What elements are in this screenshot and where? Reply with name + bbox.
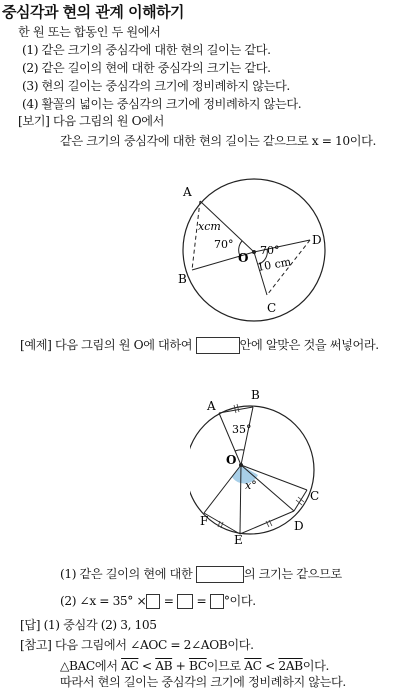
question-2-part-b: =	[163, 594, 174, 608]
answer-text: (1) 중심각 (2) 3, 105	[43, 618, 157, 632]
segment-ac-2: $\overline{AC}$	[244, 659, 262, 673]
point-d-label: D	[312, 233, 322, 247]
segment-ac: $\overline{AC}$	[121, 659, 139, 673]
reference-line-1	[20, 636, 254, 653]
question-1-before: (1) 같은 길이의 현에 대한	[60, 567, 193, 581]
question-2-blank-1	[146, 594, 160, 609]
reference-l2-b: 이므로	[206, 659, 241, 673]
angle-x-label: x°	[245, 479, 257, 492]
property-item-3: (3) 현의 길이는 중심각의 크기에 정비례하지 않는다.	[22, 79, 290, 93]
segment-bc: $\overline{BC}$	[188, 659, 207, 673]
segment-2ab: 2AB	[278, 659, 303, 673]
bogi-heading	[18, 112, 164, 129]
point-f-label: F	[200, 514, 209, 528]
point-c-label: C	[310, 489, 320, 503]
yeje-heading	[20, 336, 379, 354]
segment-ab: $\overline{AB}$	[155, 659, 173, 673]
less-than-1: <	[141, 659, 152, 673]
answer-blank-box	[196, 337, 240, 354]
angle-35-label: 35°	[232, 423, 252, 436]
point-b-label: B	[251, 388, 260, 402]
reference-label: [참고]	[20, 638, 52, 652]
point-c-label: C	[267, 301, 277, 315]
point-a-label: A	[183, 185, 192, 199]
plus-sign: +	[175, 659, 186, 673]
answer-line	[20, 616, 157, 633]
point-e-label: E	[234, 533, 243, 545]
reference-l2-c: 이다.	[302, 659, 329, 673]
bogi-explanation: 같은 크기의 중심각에 대한 현의 길이는 같으므로 x = 10이다.	[60, 134, 376, 148]
question-2-part-c: °이다.	[223, 594, 256, 608]
question-2-part-a: (2) ∠x = 35° ×	[60, 594, 147, 608]
yeje-text-after: 안에 알맞은 것을 써넣어라.	[239, 338, 379, 352]
point-a-label: A	[207, 399, 216, 413]
center-o-label: O	[238, 251, 249, 265]
circle-o	[190, 406, 314, 534]
angle-cod-label: 70°	[260, 244, 280, 257]
property-item-1: (1) 같은 크기의 중심각에 대한 현의 길이는 같다.	[22, 43, 271, 57]
length-x-label: xcm	[198, 220, 221, 233]
yeje-figure	[190, 385, 330, 545]
angle-aob-label: 70°	[214, 238, 234, 251]
length-10-label: 10 cm	[256, 255, 293, 274]
bogi-text: 다음 그림의 원 O에서	[52, 114, 164, 128]
question-1-blank	[196, 566, 244, 583]
intro-text: 한 원 또는 합동인 두 원에서	[18, 25, 161, 39]
question-2	[60, 592, 256, 609]
reference-l2-a: △BAC에서	[60, 659, 118, 673]
question-1	[60, 565, 342, 583]
point-d-label: D	[294, 519, 304, 533]
reference-line-3: 따라서 현의 길이는 중심각의 크기에 정비례하지 않는다.	[60, 675, 346, 689]
question-2-blank-2	[177, 594, 193, 609]
answer-label: [답]	[20, 618, 41, 632]
property-item-2: (2) 같은 길이의 현에 대한 중심각의 크기는 같다.	[22, 61, 271, 75]
yeje-text-before: 다음 그림의 원 O에 대하여	[54, 338, 193, 352]
property-item-4: (4) 활꼴의 넓이는 중심각의 크기에 정비례하지 않는다.	[22, 97, 302, 111]
point-b-label: B	[178, 272, 187, 286]
reference-line1-text: 다음 그림에서 ∠AOC = 2∠AOB이다.	[54, 638, 254, 652]
bogi-label: [보기]	[18, 114, 50, 128]
question-1-after: 의 크기는 같으므로	[243, 567, 342, 581]
question-2-part-b2: =	[196, 594, 207, 608]
bogi-figure	[170, 170, 340, 325]
reference-line-2	[60, 657, 329, 674]
question-2-blank-3	[210, 594, 224, 609]
center-o-label: O	[226, 453, 237, 467]
page-title: 중심각과 현의 관계 이해하기	[2, 3, 185, 21]
less-than-2: <	[265, 659, 275, 673]
yeje-label: [예제]	[20, 338, 52, 352]
